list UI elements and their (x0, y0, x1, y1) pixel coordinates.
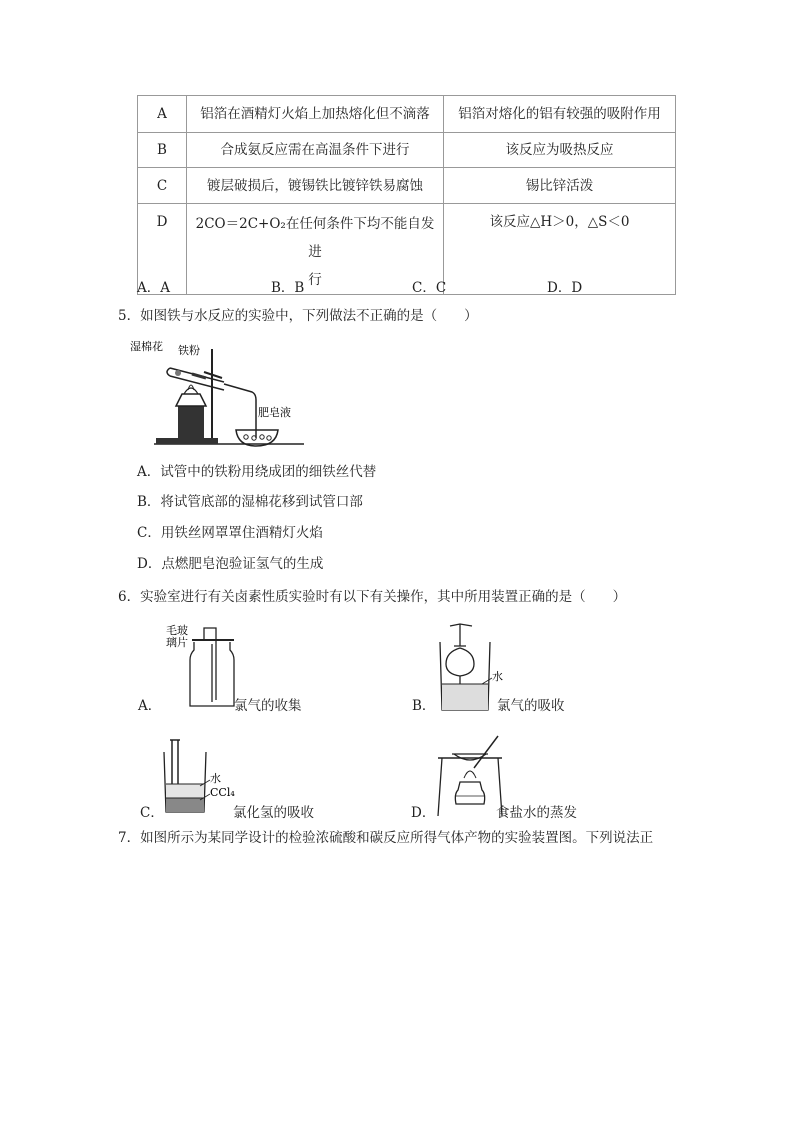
option-d[interactable]: D．D (547, 280, 583, 296)
label-iron-powder: 铁粉 (178, 344, 200, 357)
label-water: 水 (492, 670, 503, 683)
row-statement: 镀层破损后，镀锡铁比镀锌铁易腐蚀 (187, 168, 444, 204)
q6-option-d-letter[interactable]: D． (411, 805, 436, 821)
row-statement-line2: 行 (308, 272, 322, 288)
q5-option-b[interactable]: B．将试管底部的湿棉花移到试管口部 (137, 494, 363, 510)
row-statement-line1: 2CO＝2C+O₂在任何条件下均不能自发进 (195, 216, 435, 260)
label-ccl4: CCl₄ (210, 786, 235, 799)
q6-figure-a-gas-bottle (164, 624, 238, 710)
option-a[interactable]: A．A (137, 280, 170, 296)
row-letter: C (138, 168, 187, 204)
row-explanation: 该反应为吸热反应 (444, 133, 676, 168)
label-frosted-glass: 毛玻 (166, 624, 188, 637)
row-statement: 合成氨反应需在高温条件下进行 (187, 133, 444, 168)
q6-option-c-letter[interactable]: C． (140, 805, 164, 821)
q6-option-a-letter[interactable]: A． (138, 698, 162, 714)
label-wet-cotton: 湿棉花 (130, 340, 163, 353)
svg-text:璃片: 璃片 (166, 636, 188, 649)
q6-option-a-caption: 氯气的收集 (234, 698, 302, 714)
q5-figure-iron-water-apparatus (126, 334, 306, 449)
q7-stem: 7．如图所示为某同学设计的检验浓硫酸和碳反应所得气体产物的实验装置图。下列说法正 (118, 830, 654, 846)
row-letter: D (138, 204, 187, 295)
q5-stem: 5．如图铁与水反应的实验中，下列做法不正确的是（ ） (118, 308, 478, 324)
table-row (138, 96, 676, 133)
table-row (138, 133, 676, 168)
q4-options (137, 276, 676, 296)
row-explanation: 铝箔对熔化的铝有较强的吸附作用 (444, 96, 676, 133)
q5-option-d[interactable]: D．点燃肥皂泡验证氢气的生成 (137, 556, 324, 572)
table-row (138, 168, 676, 204)
q5-option-c[interactable]: C．用铁丝网罩罩住酒精灯火焰 (137, 525, 323, 541)
q5-option-a[interactable]: A．试管中的铁粉用绕成团的细铁丝代替 (137, 464, 377, 480)
row-explanation: 该反应△H＞0，△S＜0 (444, 204, 676, 295)
row-statement: 铝箔在酒精灯火焰上加热熔化但不滴落 (187, 96, 444, 133)
q6-option-d-caption: 食盐水的蒸发 (496, 805, 577, 821)
row-letter: B (138, 133, 187, 168)
label-water: 水 (210, 772, 221, 785)
q6-option-b-letter[interactable]: B． (412, 698, 436, 714)
q6-stem: 6．实验室进行有关卤素性质实验时有以下有关操作，其中所用装置正确的是（ ） (118, 589, 627, 605)
q6-option-b-caption: 氯气的吸收 (497, 698, 565, 714)
row-explanation: 锡比锌活泼 (444, 168, 676, 204)
option-c[interactable]: C．C (412, 280, 447, 296)
label-soap-solution: 肥皂液 (258, 406, 291, 419)
option-b[interactable]: B．B (271, 280, 305, 296)
row-letter: A (138, 96, 187, 133)
q4-table (137, 95, 676, 295)
q6-option-c-caption: 氯化氢的吸收 (233, 805, 314, 821)
